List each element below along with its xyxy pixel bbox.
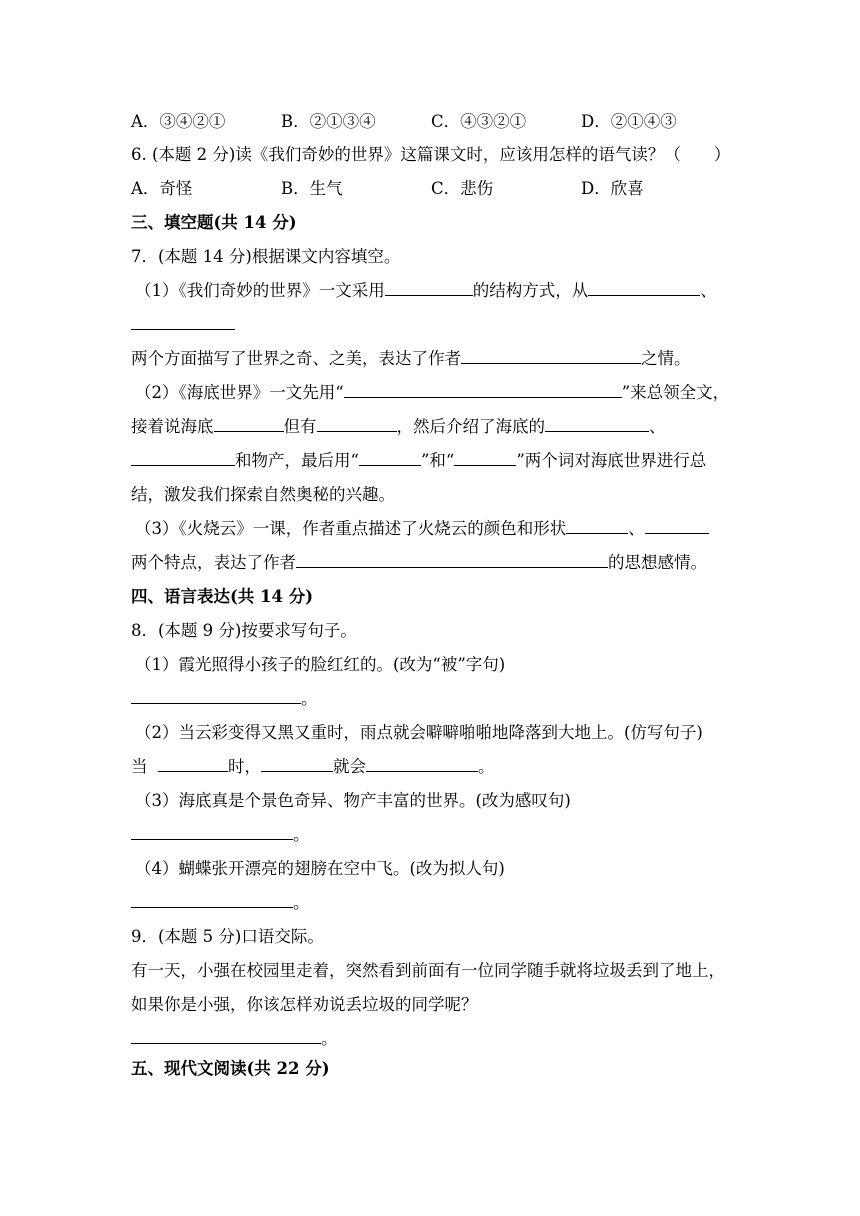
answer-blank[interactable]	[214, 416, 284, 432]
q8-answer-4: 。	[131, 892, 310, 914]
q6-option-b: B．生气	[281, 179, 343, 198]
q7-part1-line3: 两个方面描写了世界之奇、之美，表达了作者 之情。	[131, 349, 691, 368]
q7-part3-line2: 两个特点，表达了作者 的思想感情。	[131, 553, 707, 572]
q7-part2-line4: 结，激发我们探索自然奥秘的兴趣。	[131, 485, 395, 504]
q5-option-c: C．④③②①	[431, 112, 527, 131]
answer-blank[interactable]	[359, 450, 421, 466]
q7-part1-line1: （1）《我们奇妙的世界》一文采用 的结构方式，从 、	[135, 281, 717, 300]
q9-answer: 。	[131, 1028, 338, 1050]
answer-blank[interactable]	[366, 756, 478, 772]
q8-sentence-2: （2）当云彩变得又黑又重时，雨点就会噼噼啪啪地降落到大地上。(仿写句子)	[135, 723, 703, 742]
answer-blank[interactable]	[131, 824, 293, 840]
answer-blank[interactable]	[645, 518, 709, 534]
answer-blank[interactable]	[317, 416, 397, 432]
q7-stem: 7．(本题 14 分)根据课文内容填空。	[131, 247, 401, 266]
answer-blank[interactable]	[344, 382, 622, 398]
section-heading-5: 五、现代文阅读(共 22 分)	[131, 1059, 330, 1078]
answer-blank[interactable]	[158, 756, 228, 772]
q8-sentence-1: （1）霞光照得小孩子的脸红红的。(改为“被”字句)	[135, 655, 506, 674]
answer-blank[interactable]	[385, 280, 473, 296]
q9-stem: 9．(本题 5 分)口语交际。	[131, 927, 324, 946]
q6-option-c: C．悲伤	[431, 179, 494, 198]
answer-blank[interactable]	[454, 450, 516, 466]
answer-blank[interactable]	[131, 314, 235, 330]
q9-text-2: 如果你是小强，你该怎样劝说丢垃圾的同学呢？	[131, 995, 478, 1014]
answer-blank[interactable]	[131, 688, 301, 704]
answer-blank[interactable]	[566, 518, 628, 534]
q8-stem: 8．(本题 9 分)按要求写句子。	[131, 621, 357, 640]
answer-blank[interactable]	[588, 280, 700, 296]
answer-blank[interactable]	[131, 450, 235, 466]
section-heading-3: 三、填空题(共 14 分)	[131, 213, 297, 232]
q8-answer-2: 当 时， 就会 。	[131, 757, 495, 776]
q7-part1-line2	[131, 314, 235, 336]
q9-text-1: 有一天，小强在校园里走着，突然看到前面有一位同学随手就将垃圾丢到了地上，	[131, 961, 725, 980]
answer-blank[interactable]	[131, 892, 293, 908]
q8-answer-3: 。	[131, 824, 310, 846]
q7-part2-line1: （2）《海底世界》一文先用“ ”来总领全文，	[135, 383, 730, 402]
q7-part2-line3: 和物产，最后用“ ”和“ ”两个词对海底世界进行总	[131, 450, 706, 472]
answer-blank[interactable]	[131, 1028, 321, 1044]
answer-blank[interactable]	[461, 348, 641, 364]
answer-blank[interactable]	[296, 552, 608, 568]
q6-stem: 6. (本题 2 分)读《我们奇妙的世界》这篇课文时，应该用怎样的语气读？（ ）	[131, 145, 731, 164]
q7-part2-line2: 接着说海底 但有 ，然后介绍了海底的 、	[131, 417, 666, 436]
q5-option-b: B．②①③④	[281, 112, 376, 131]
q5-option-a: A．③④②①	[131, 112, 226, 131]
q7-part3-line1: （3）《火烧云》一课，作者重点描述了火烧云的颜色和形状 、	[135, 518, 709, 540]
q8-sentence-3: （3）海底真是个景色奇异、物产丰富的世界。(改为感叹句)	[135, 791, 571, 810]
q8-sentence-4: （4）蝴蝶张开漂亮的翅膀在空中飞。(改为拟人句)	[135, 859, 505, 878]
section-heading-4: 四、语言表达(共 14 分)	[131, 587, 314, 606]
q6-option-a: A．奇怪	[131, 179, 193, 198]
answer-blank[interactable]	[261, 756, 333, 772]
q6-option-d: D．欣喜	[581, 179, 644, 198]
answer-blank[interactable]	[545, 416, 649, 432]
q5-option-d: D．②①④③	[581, 112, 677, 131]
q8-answer-1: 。	[131, 688, 318, 710]
